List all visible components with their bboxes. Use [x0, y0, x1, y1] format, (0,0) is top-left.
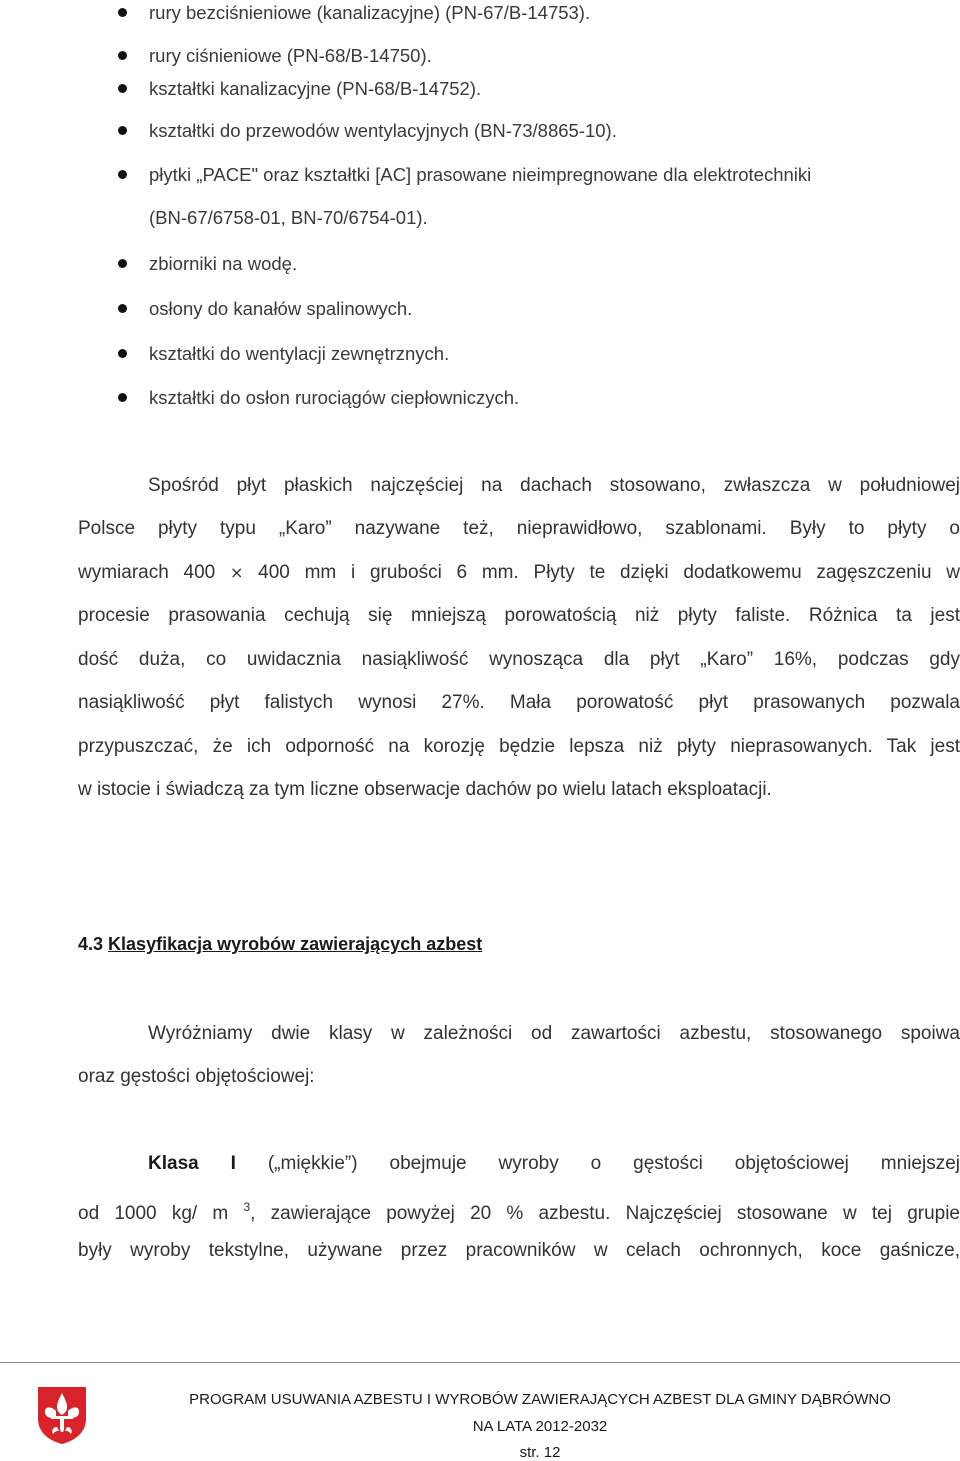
paragraph-line: oraz gęstości objętościowej: — [78, 1066, 315, 1087]
footer-title: PROGRAM USUWANIA AZBESTU I WYROBÓW ZAWIERAJĄCYCH AZBEST DLA GMINY DĄBRÓWNO — [189, 1391, 891, 1408]
paragraph-line: przypuszczać, że ich odporność na korozję będzie lepsza niż płyty nieprasowanych. Tak jest — [78, 736, 960, 757]
footer-subtitle: NA LATA 2012-2032 — [472, 1418, 608, 1435]
times-symbol: × — [230, 563, 244, 582]
list-item-text: kształtki kanalizacyjne (PN-68/B-14752). — [149, 78, 482, 99]
paragraph-line — [78, 551, 960, 595]
paragraph-line: dość duża, co uwidacznia nasiąkliwość wynosząca dla płyt „Karo” 16%, podczas gdy — [78, 649, 960, 670]
list-item-text: rury bezciśnieniowe (kanalizacyjne) (PN-67/B-14753). — [149, 2, 591, 23]
paragraph-line: nasiąkliwość płyt falistych wynosi 27%. Mała porowatość płyt prasowanych pozwala — [78, 692, 960, 713]
text-segment: 400 mm i grubości 6 mm. Płyty te dzięki dodatkowemu zagęszczeniu w — [258, 562, 960, 583]
text-segment: od 1000 kg/ m — [78, 1203, 229, 1224]
footer-divider — [0, 1362, 960, 1363]
list-item-text: rury ciśnieniowe (PN-68/B-14750). — [149, 45, 432, 66]
list-item-text: kształtki do wentylacji zewnętrznych. — [149, 343, 450, 364]
coat-of-arms-icon — [36, 1385, 88, 1445]
list-item-continuation — [0, 196, 960, 240]
bullet-icon — [118, 393, 127, 402]
text-segment: („miękkie”) obejmuje wyroby o gęstości objętościowej mniejszej — [267, 1153, 960, 1174]
paragraph-line: Spośród płyt płaskich najczęściej na dachach stosowano, zwłaszcza w południowej — [148, 475, 960, 496]
list-item — [0, 0, 960, 35]
class-label: Klasa I — [148, 1153, 236, 1174]
list-item-text: kształtki do przewodów wentylacyjnych (BN-73/8865-10). — [149, 120, 617, 141]
paragraph-line: procesie prasowania cechują się mniejszą porowatością niż płyty faliste. Różnica ta jest — [78, 605, 960, 626]
list-item — [0, 242, 960, 286]
list-item — [0, 153, 960, 197]
page-number: str. 12 — [519, 1444, 561, 1461]
text-segment: wymiarach 400 — [78, 562, 216, 583]
bullet-icon — [118, 8, 127, 17]
bullet-icon — [118, 259, 127, 268]
paragraph-line: były wyroby tekstylne, używane przez pracowników w celach ochronnych, koce gaśnicze, — [78, 1240, 960, 1261]
superscript: 3 — [243, 1200, 251, 1214]
list-item — [0, 332, 960, 376]
list-item — [0, 109, 960, 153]
section-title: Klasyfikacja wyrobów zawierających azbest — [108, 934, 483, 954]
list-item-text: zbiorniki na wodę. — [149, 253, 298, 274]
bullet-icon — [118, 126, 127, 135]
paragraph-line: w istocie i świadczą za tym liczne obserwacje dachów po wielu latach eksploatacji. — [78, 779, 772, 800]
list-item-text: płytki „PACE" oraz kształtki [AC] prasowane nieimpregnowane dla elektrotechniki — [149, 164, 812, 185]
bullet-icon — [118, 349, 127, 358]
paragraph-line: Polsce płyty typu „Karo” nazywane też, nieprawidłowo, szablonami. Były to płyty o — [78, 518, 960, 539]
bullet-icon — [118, 170, 127, 179]
section-number: 4.3 — [78, 934, 104, 954]
bullet-icon — [118, 304, 127, 313]
paragraph-line — [78, 1185, 960, 1229]
bullet-icon — [118, 51, 127, 60]
list-item — [0, 376, 960, 420]
list-item — [0, 287, 960, 331]
list-item-text: (BN-67/6758-01, BN-70/6754-01). — [149, 207, 428, 228]
paragraph-line: Wyróżniamy dwie klasy w zależności od zawartości azbestu, stosowanego spoiwa — [148, 1023, 960, 1044]
section-heading — [78, 934, 482, 955]
bullet-icon — [118, 84, 127, 93]
list-item-text: osłony do kanałów spalinowych. — [149, 298, 413, 319]
paragraph-line — [148, 1142, 960, 1186]
text-segment: , zawierające powyżej 20 % azbestu. Najczęściej stosowane w tej grupie — [250, 1203, 960, 1224]
list-item — [0, 67, 960, 111]
list-item-text: kształtki do osłon rurociągów ciepłowniczych. — [149, 387, 520, 408]
